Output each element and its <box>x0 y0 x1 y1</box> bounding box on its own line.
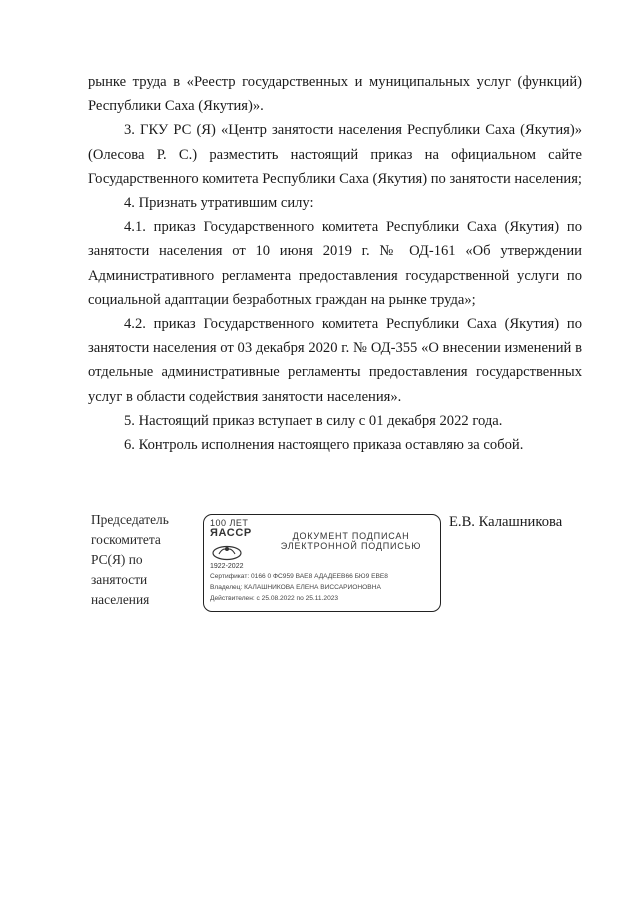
stamp-title-line: ДОКУМЕНТ ПОДПИСАН <box>292 531 410 541</box>
paragraph-item-4-1: 4.1. приказ Государственного комитета Республики Саха (Якутия) по занятости населения от 10 июня 2019 г. № ОД-161 «Об утверждении Административного регламента предоставления государственной услуги по социальной адаптации безработных граждан на рынке труда»; <box>88 219 582 308</box>
signer-position <box>91 510 187 610</box>
stamp-owner: Владелец: КАЛАШНИКОВА ЕЛЕНА ВИССАРИОНОВНА <box>210 584 381 591</box>
paragraph-item-6: 6. Контроль исполнения настоящего приказа оставляю за собой. <box>124 437 524 454</box>
signer-name: Е.В. Калашникова <box>449 514 563 530</box>
stamp-validity: Действителен: с 25.08.2022 по 25.11.2023 <box>210 595 339 602</box>
document-body <box>88 70 582 457</box>
logo-main-text: ЯАССР <box>210 527 252 539</box>
emblem-icon <box>210 541 244 561</box>
paragraph-item-3: 3. ГКУ РС (Я) «Центр занятости населения Республики Саха (Якутия)» (Олесова Р. С.) разместить настоящий приказ на официальном сайте Государственного комитета Республики Саха (Якутия) по занятости населения; <box>88 122 582 187</box>
signer-position-line: Председатель <box>91 512 169 527</box>
paragraph-item-4: 4. Признать утратившим силу: <box>124 195 314 212</box>
paragraph-item-5: 5. Настоящий приказ вступает в силу с 01 декабря 2022 года. <box>124 412 503 429</box>
logo-top-text: 100 ЛЕТ <box>210 518 249 528</box>
anniversary-logo <box>210 519 262 539</box>
stamp-title-line: ЭЛЕКТРОННОЙ ПОДПИСЬЮ <box>280 541 422 551</box>
signer-position-line: госкомитета <box>91 532 161 547</box>
paragraph-item-4-2: 4.2. приказ Государственного комитета Республики Саха (Якутия) по занятости населения от 03 декабря 2020 г. № ОД-355 «О внесении изменений в отдельные административные регламенты предоставления государственных услуг в области содействия занятости населения». <box>88 316 582 405</box>
paragraph-continuation: рынке труда в «Реестр государственных и муниципальных услуг (функций) Республики Саха (Якутия)». <box>88 74 582 115</box>
stamp-title <box>266 531 436 551</box>
signer-position-line: занятости <box>91 572 148 587</box>
logo-years-text: 1922-2022 <box>210 563 244 570</box>
stamp-certificate: Сертификат: 0166 0 ФС959 ВАЕ8 АДАДЕЕВ66 БЮ9 ЕВЕ8 <box>210 573 388 580</box>
signer-position-line: РС(Я) по <box>91 552 143 567</box>
signer-position-line: населения <box>91 592 150 607</box>
electronic-signature-stamp <box>203 514 441 612</box>
